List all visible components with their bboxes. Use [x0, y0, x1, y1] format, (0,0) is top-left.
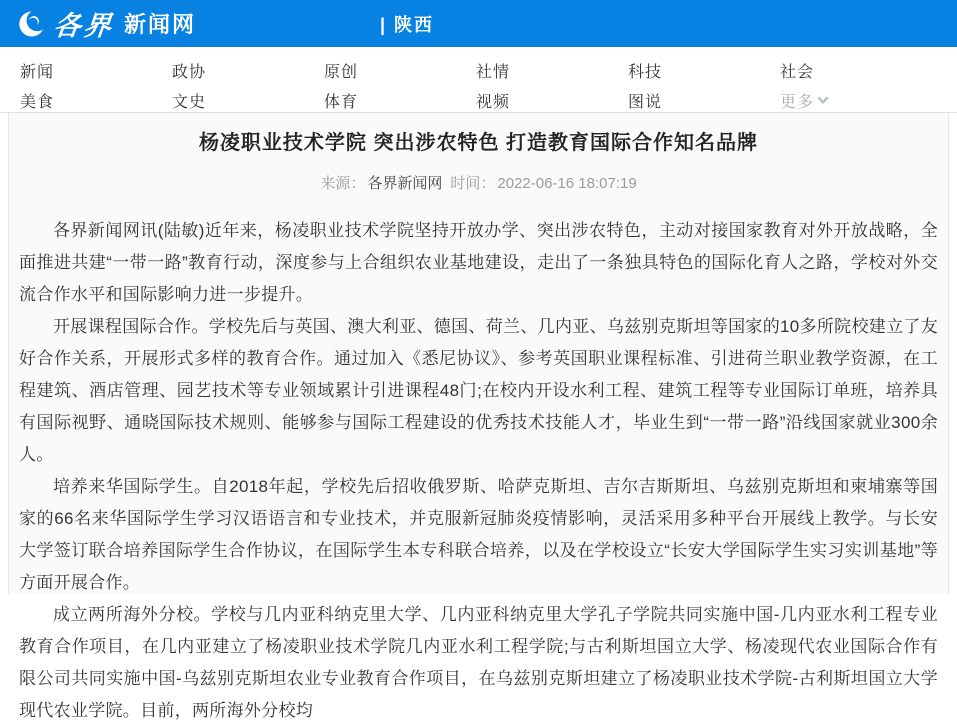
main-navigation	[0, 47, 957, 113]
source-value: 各界新闻网	[367, 175, 443, 192]
site-header	[0, 0, 957, 47]
nav-item-society[interactable]: 社会	[780, 63, 815, 81]
article-title: 杨凌职业技术学院 突出涉农特色 打造教育国际合作知名品牌	[198, 132, 759, 154]
article-paragraph: 各界新闻网讯(陆敏)近年来，杨凌职业技术学院坚持开放办学、突出涉农特色，主动对接国家教育对外开放战略，全面推进共建“一带一路”教育行动，深度参与上合组织农业基地建设，走出了一条独具特色的国际化育人之路，学校对外交流合作水平和国际影响力进一步提升。	[19, 221, 938, 304]
nav-item-video[interactable]: 视频	[476, 93, 511, 111]
chevron-down-icon	[817, 94, 829, 106]
nav-more-label: 更多	[780, 93, 815, 111]
nav-item-food[interactable]: 美食	[20, 93, 55, 111]
crescent-logo-icon	[16, 7, 50, 41]
publish-time: 2022-06-16 18:07:19	[497, 175, 637, 192]
nav-item-more[interactable]	[780, 88, 932, 112]
nav-item-sports[interactable]: 体育	[324, 93, 359, 111]
article-paragraph: 开展课程国际合作。学校先后与英国、澳大利亚、德国、荷兰、几内亚、乌兹别克斯坦等国家的10多所院校建立了友好合作关系，开展形式多样的教育合作。通过加入《悉尼协议》、参考英国职业课程标准、引进荷兰职业教学资源，在工程建筑、酒店管理、园艺技术等专业领域累计引进课程48门;在校内开设水利工程、建筑工程等专业国际订单班，培养具有国际视野、通晓国际技术规则、能够参与国际工程建设的优秀技术技能人才，毕业生到“一带一路”沿线国家就业300余人。	[19, 317, 938, 464]
nav-item-technology[interactable]: 科技	[628, 63, 663, 81]
nav-item-original[interactable]: 原创	[324, 63, 359, 81]
nav-item-pictorial[interactable]: 图说	[628, 93, 663, 111]
nav-row-2	[20, 88, 957, 112]
nav-item-culture-history[interactable]: 文史	[172, 93, 207, 111]
region-link-shaanxi[interactable]: | 陕西	[380, 14, 435, 35]
time-label: 时间：	[450, 175, 496, 192]
nav-item-news[interactable]: 新闻	[20, 63, 55, 81]
article-paragraph: 培养来华国际学生。自2018年起，学校先后招收俄罗斯、哈萨克斯坦、吉尔吉斯斯坦、乌兹别克斯坦和柬埔寨等国家的66名来华国际学生学习汉语语言和专业技术，并克服新冠肺炎疫情影响，灵活采用多种平台开展线上教学。与长安大学签订联合培养国际学生合作协议，在国际学生本专科联合培养，以及在学校设立“长安大学国际学生实习实训基地”等方面开展合作。	[19, 477, 938, 592]
article-container	[8, 113, 949, 720]
brand-script-text: 各界	[52, 11, 116, 41]
nav-item-social-sentiment[interactable]: 社情	[476, 63, 511, 81]
site-logo[interactable]	[16, 4, 196, 43]
brand-name-text: 新闻网	[124, 12, 197, 37]
article-body	[13, 215, 944, 727]
source-label: 来源：	[320, 175, 366, 192]
article-paragraph: 成立两所海外分校。学校与几内亚科纳克里大学、几内亚科纳克里大学孔子学院共同实施中国-几内亚水利工程专业教育合作项目，在几内亚建立了杨凌职业技术学院几内亚水利工程学院;与古利斯坦国立大学、杨凌现代农业国际合作有限公司共同实施中国-乌兹别克斯坦农业专业教育合作项目，在乌兹别克斯坦建立了杨凌职业技术学院-古利斯坦国立大学现代农业学院。目前，两所海外分校均	[19, 605, 938, 720]
nav-row-1	[20, 58, 957, 82]
nav-item-cppcc[interactable]: 政协	[172, 63, 207, 81]
article-meta	[13, 172, 944, 193]
